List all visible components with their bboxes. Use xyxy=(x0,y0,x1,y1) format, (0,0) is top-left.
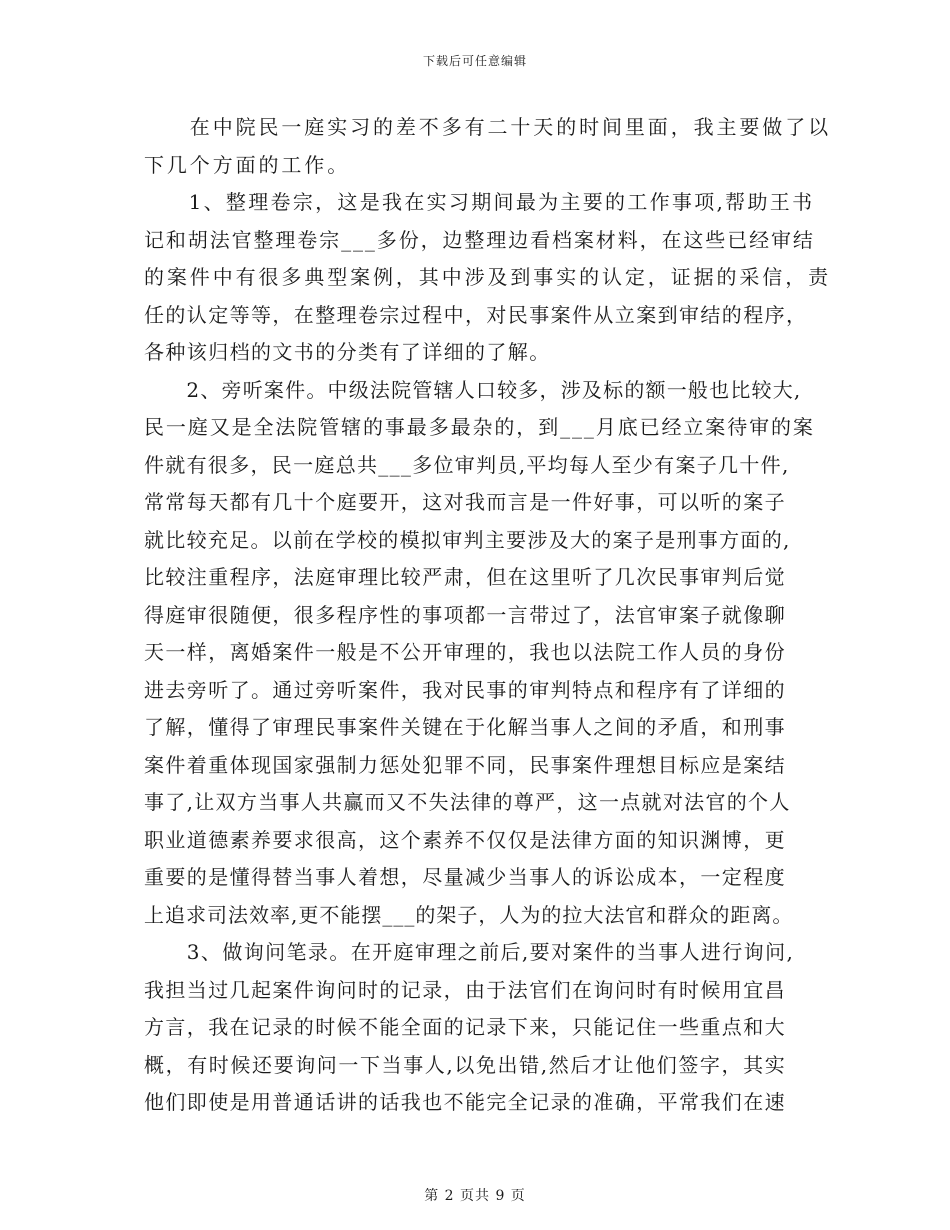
text-line: 3、做询问笔录。在开庭审理之前后,要对案件的当事人进行询问, xyxy=(144,940,795,964)
text-line: 事了,让双方当事人共赢而又不失法律的尊严，这一点就对法官的个人 xyxy=(144,790,791,814)
text-line: 方言，我在记录的时候不能全面的记录下来，只能记住一些重点和大 xyxy=(144,1015,786,1039)
text-line: 各种该归档的文书的分类有了详细的了解。 xyxy=(144,340,551,364)
text-line: 民一庭又是全法院管辖的事最多最杂的，到___月底已经立案待审的案 xyxy=(144,415,815,439)
text-line: 任的认定等等，在整理卷宗过程中，对民事案件从立案到审结的程序， xyxy=(144,302,808,327)
page-header: 下载后可任意编辑 xyxy=(422,54,527,68)
text-line: 的案件中有很多典型案例，其中涉及到事实的认定，证据的采信，责 xyxy=(144,265,831,289)
text-line: 常常每天都有几十个庭要开，这对我而言是一件好事，可以听的案子 xyxy=(144,490,786,514)
text-line: 重要的是懂得替当事人着想，尽量减少当事人的诉讼成本，一定程度 xyxy=(144,865,786,889)
text-line: 天一样，离婚案件一般是不公开审理的，我也以法院工作人员的身份 xyxy=(144,640,786,664)
text-line: 我担当过几起案件询问时的记录，由于法官们在询问时有时候用宜昌 xyxy=(144,977,786,1002)
text-line: 件就有很多，民一庭总共___多位审判员,平均每人至少有案子几十件, xyxy=(144,452,790,477)
text-line: 1、整理卷宗，这是我在实习期间最为主要的工作事项,帮助王书 xyxy=(144,190,815,214)
text-line: 上追求司法效率,更不能摆___的架子，人为的拉大法官和群众的距离。 xyxy=(144,902,794,927)
text-line: 进去旁听了。通过旁听案件，我对民事的审判特点和程序有了详细的 xyxy=(144,677,786,702)
text-line: 案件着重体现国家强制力惩处犯罪不同，民事案件理想目标应是案结 xyxy=(144,752,786,777)
page-footer: 第 2 页共 9 页 xyxy=(424,1188,526,1204)
text-line: 得庭审很随便，很多程序性的事项都一言带过了，法官审案子就像聊 xyxy=(144,602,786,627)
text-line: 他们即使是用普通话讲的话我也不能完全记录的准确，平常我们在速 xyxy=(144,1090,786,1114)
text-line: 比较注重程序，法庭审理比较严肃，但在这里听了几次民事审判后觉 xyxy=(144,565,786,589)
text-line: 在中院民一庭实习的差不多有二十天的时间里面，我主要做了以 xyxy=(144,115,831,139)
text-line: 职业道德素养要求很高，这个素养不仅仅是法律方面的知识渊博，更 xyxy=(144,827,786,852)
text-line: 就比较充足。以前在学校的模拟审判主要涉及大的案子是刑事方面的, xyxy=(144,527,791,552)
text-line: 概，有时候还要询问一下当事人,以免出错,然后才让他们签字，其实 xyxy=(144,1052,787,1077)
text-line: 记和胡法官整理卷宗___多份，边整理边看档案材料，在这些已经审结 xyxy=(144,227,815,252)
text-line: 2、旁听案件。中级法院管辖人口较多，涉及标的额一般也比较大, xyxy=(144,377,802,402)
text-line: 下几个方面的工作。 xyxy=(144,152,351,177)
document-body xyxy=(144,109,831,1122)
text-line: 了解，懂得了审理民事案件关键在于化解当事人之间的矛盾，和刑事 xyxy=(144,715,786,739)
